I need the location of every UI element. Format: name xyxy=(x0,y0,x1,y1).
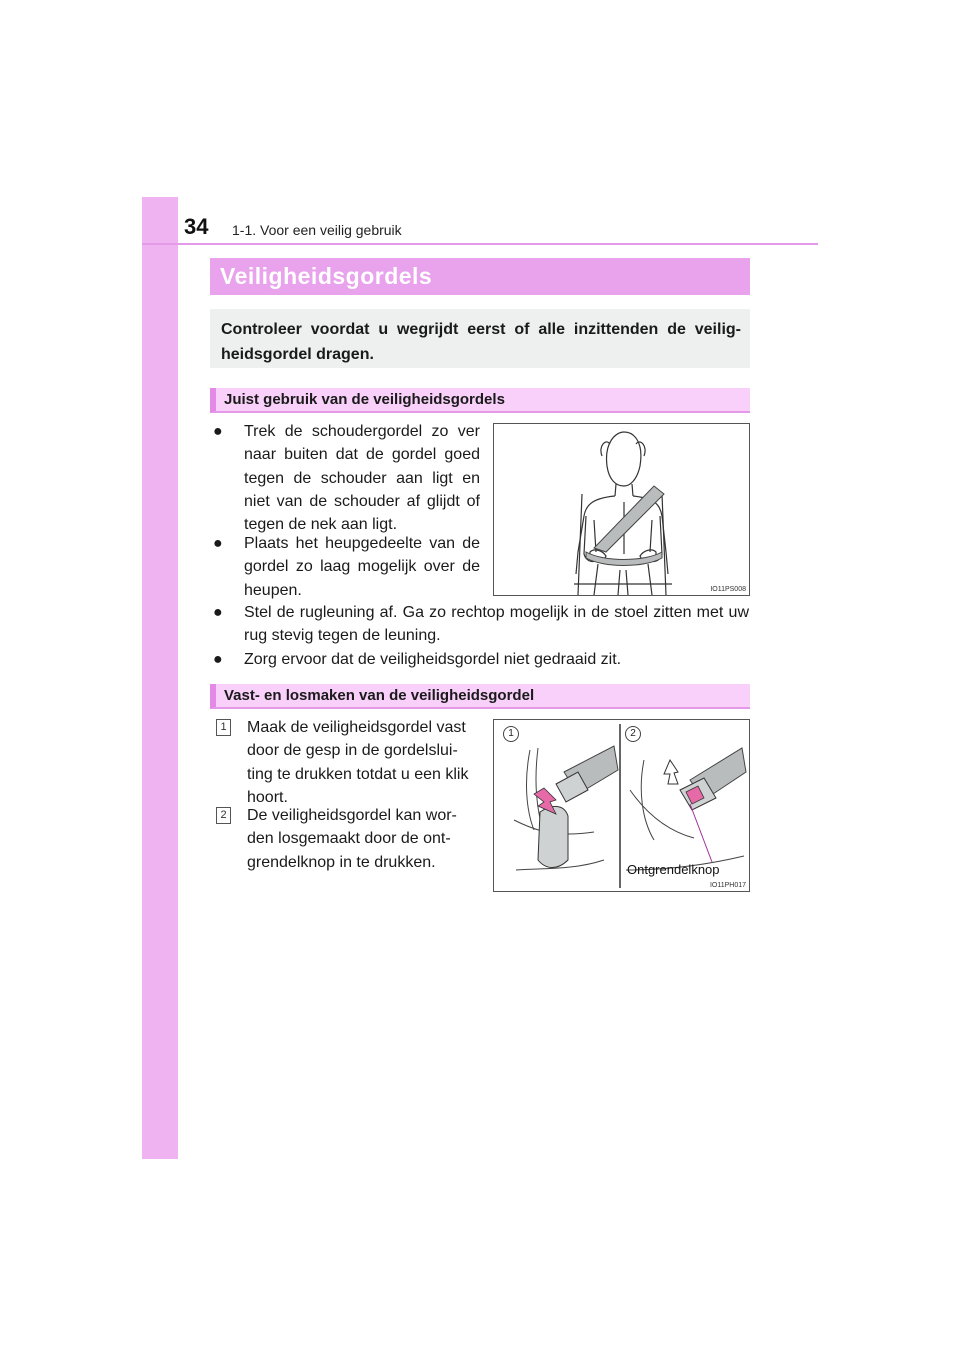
intro-box xyxy=(210,309,750,368)
header-rule xyxy=(142,243,818,245)
section-heading-fasten-release xyxy=(210,684,750,709)
bullet-text: Plaats het heupgedeelte van de gordel zo laag mogelijk over de heupen. xyxy=(244,535,480,599)
figure-code: IO11PH017 xyxy=(709,882,746,889)
bullet-dot: ● xyxy=(213,423,223,440)
buckle-illustration xyxy=(493,719,750,892)
release-button-label: Ontgrendelknop xyxy=(627,862,720,877)
step-number: 1 xyxy=(216,719,231,736)
page-title: Veiligheidsgordels xyxy=(220,263,433,289)
bullet-text: Trek de schoudergordel zo ver naar buiten dat de gordel goed tegen de schouder aan ligt en niet van de schouder af glijdt of tegen de nek aan ligt. xyxy=(244,423,480,534)
bullet-dot: ● xyxy=(213,604,223,621)
step-text: De veiligheidsgordel kan wor-den losgemaakt door de ont-grendelknop in te drukken. xyxy=(247,807,457,871)
bullet-text: Stel de rugleuning af. Ga zo rechtop mogelijk in de stoel zitten met uw rug stevig tegen de leuning. xyxy=(244,604,749,645)
section-heading-text: Vast- en losmaken van de veiligheidsgordel xyxy=(224,687,535,704)
step-item-1 xyxy=(216,716,478,809)
figure-code: IO11PS008 xyxy=(710,586,746,593)
bullet-dot: ● xyxy=(213,535,223,552)
bullet-item xyxy=(213,648,749,671)
seated-occupant-drawing xyxy=(494,424,749,595)
bullet-item xyxy=(213,420,480,536)
page-number: 34 xyxy=(184,214,209,239)
figure-label-2: 2 xyxy=(625,726,641,742)
seated-occupant-illustration xyxy=(493,423,750,596)
bullet-text: Zorg ervoor dat de veiligheidsgordel niet gedraaid zit. xyxy=(244,651,622,668)
step-number: 2 xyxy=(216,807,231,824)
section-heading-text: Juist gebruik van de veiligheidsgordels xyxy=(224,391,505,408)
step-text: Maak de veiligheidsgordel vast door de gesp in de gordelslui-ting te drukken totdat u een klik hoort. xyxy=(247,719,469,806)
chapter-title: 1-1. Voor een veilig gebruik xyxy=(232,222,402,238)
bullet-dot: ● xyxy=(213,651,223,668)
section-heading-correct-use xyxy=(210,388,750,413)
step-item-2 xyxy=(216,804,478,874)
bullet-item xyxy=(213,601,749,648)
page-title-bar xyxy=(210,258,750,295)
figure-label-1: 1 xyxy=(503,726,519,742)
chapter-sidebar-tab xyxy=(142,197,178,1159)
bullet-item xyxy=(213,532,480,602)
intro-text: Controleer voordat u wegrijdt eerst of alle inzittenden de veilig-heidsgordel dragen. xyxy=(221,321,741,363)
